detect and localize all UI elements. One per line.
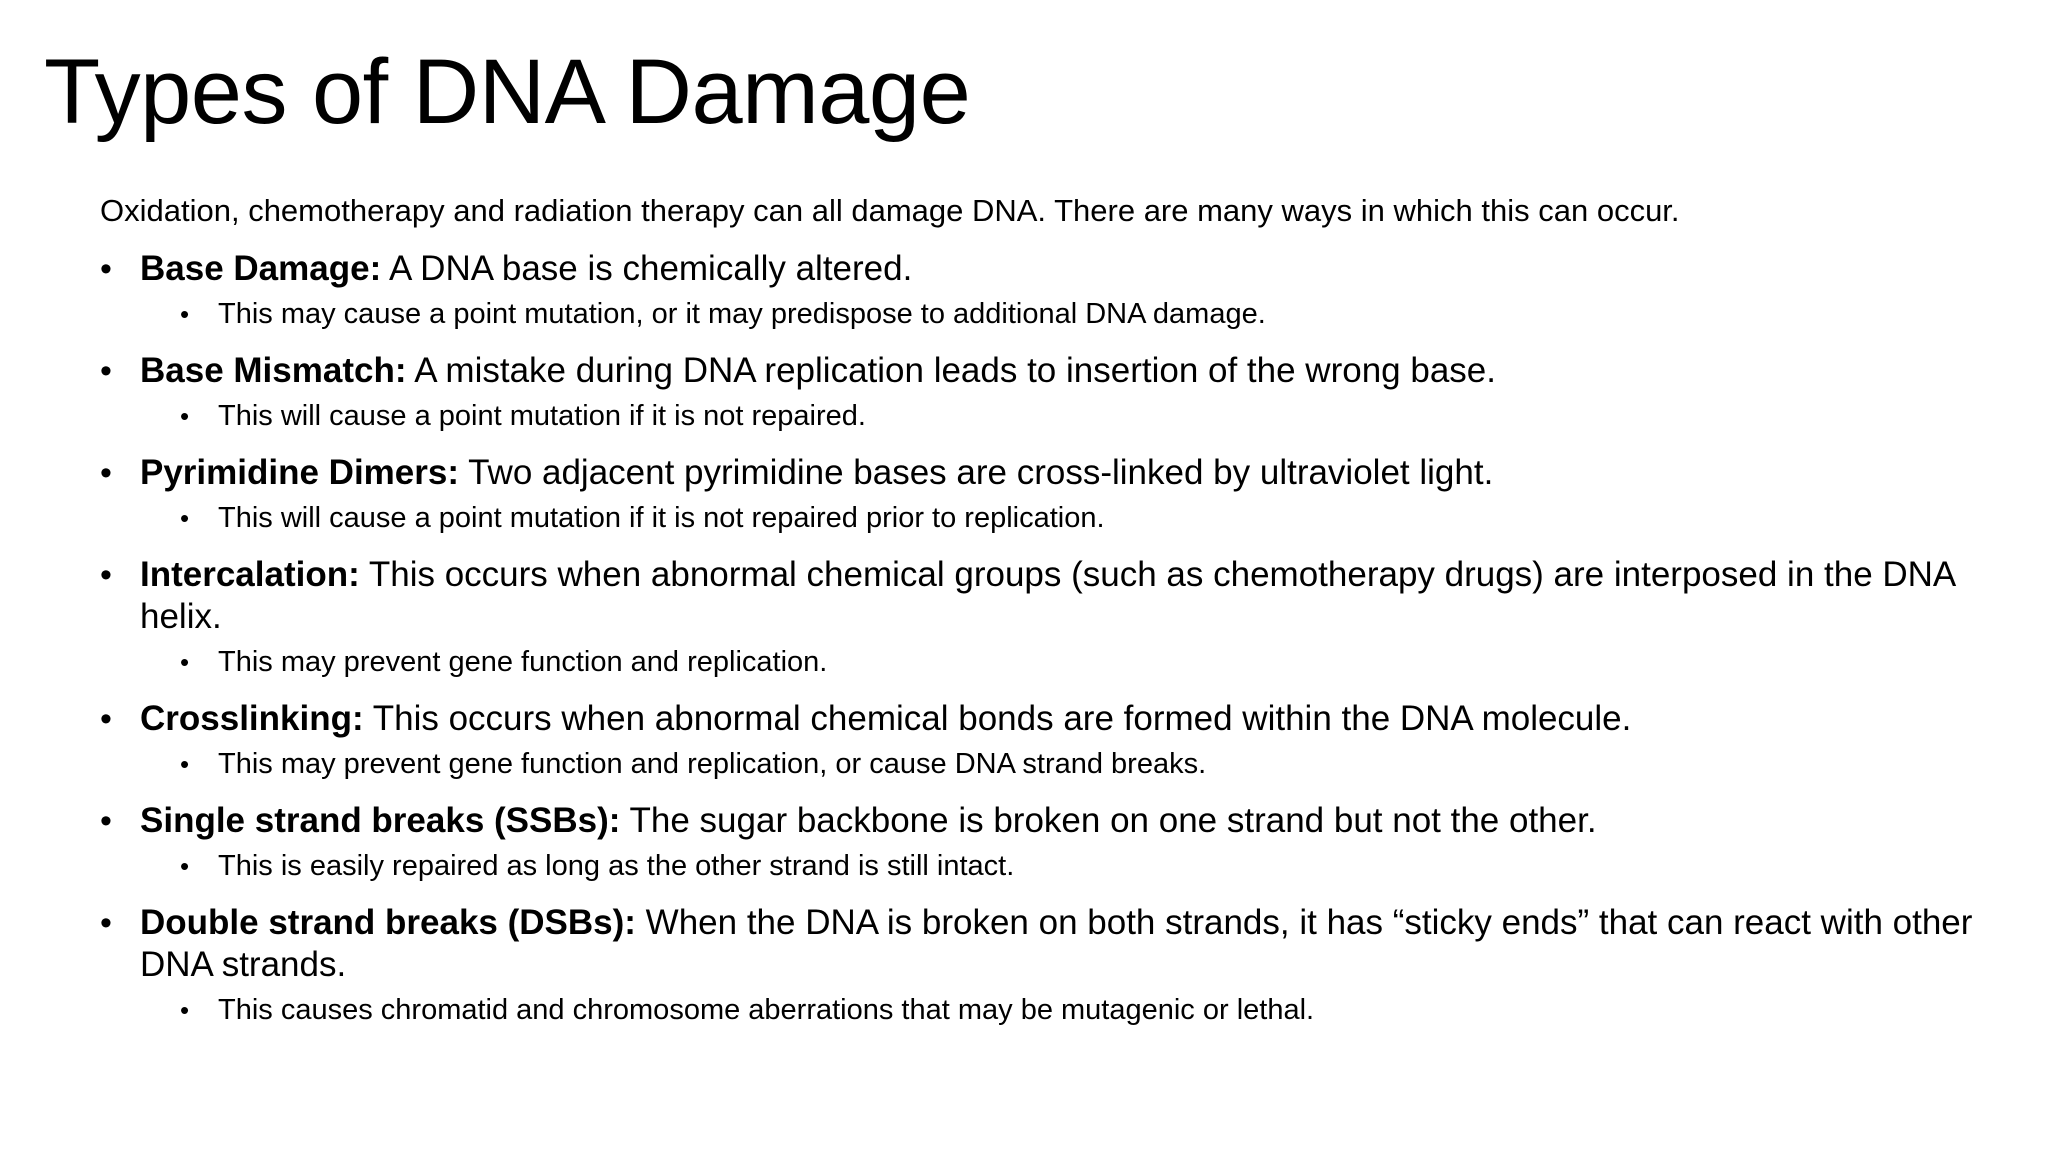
- bullet-icon: •: [100, 904, 112, 942]
- sub-bullet-icon: •: [180, 299, 190, 329]
- sub-bullet-icon: •: [180, 503, 190, 533]
- bullet-icon: •: [100, 700, 112, 738]
- sub-bullet-text: This is easily repaired as long as the other strand is still intact.: [218, 850, 1015, 882]
- intro-text: Oxidation, chemotherapy and radiation therapy can all damage DNA. There are many ways in which this can occur.: [100, 193, 1680, 228]
- bullet-description: This occurs when abnormal chemical bonds are formed within the DNA molecule.: [363, 699, 1632, 738]
- sub-bullet: [140, 992, 2000, 1028]
- sub-bullet: [140, 398, 2000, 434]
- sub-bullet-text: This will cause a point mutation if it is not repaired.: [218, 400, 866, 432]
- sub-bullet-icon: •: [180, 401, 190, 431]
- damage-types-list: [100, 248, 2000, 1046]
- bullet-term: Base Damage:: [140, 249, 382, 288]
- slide-title: Types of DNA Damage: [44, 41, 971, 143]
- sub-bullet-text: This will cause a point mutation if it is not repaired prior to replication.: [218, 502, 1105, 534]
- list-item-base-mismatch: [100, 350, 2000, 434]
- sub-bullet-text: This may cause a point mutation, or it may predispose to additional DNA damage.: [218, 298, 1266, 330]
- bullet-term: Double strand breaks (DSBs):: [140, 903, 636, 942]
- bullet-description: A mistake during DNA replication leads to insertion of the wrong base.: [406, 351, 1496, 390]
- bullet-text: [140, 902, 2000, 986]
- sub-bullet-icon: •: [180, 749, 190, 779]
- list-item-base-damage: [100, 248, 2000, 332]
- bullet-description: The sugar backbone is broken on one strand but not the other.: [620, 801, 1597, 840]
- bullet-text: [140, 350, 2000, 392]
- bullet-description: This occurs when abnormal chemical groups (such as chemotherapy drugs) are interposed in the DNA helix.: [140, 555, 1955, 636]
- bullet-term: Base Mismatch:: [140, 351, 407, 390]
- list-item-double-strand-breaks: [100, 902, 2000, 1028]
- bullet-text: [140, 248, 2000, 290]
- sub-bullet-text: This may prevent gene function and replication.: [218, 646, 828, 678]
- sub-bullet: [140, 296, 2000, 332]
- sub-bullet-icon: •: [180, 995, 190, 1025]
- sub-bullet-text: This causes chromatid and chromosome aberrations that may be mutagenic or lethal.: [218, 994, 1315, 1026]
- bullet-description: Two adjacent pyrimidine bases are cross-linked by ultraviolet light.: [459, 453, 1494, 492]
- bullet-text: [140, 698, 2000, 740]
- list-item-crosslinking: [100, 698, 2000, 782]
- sub-bullet-text: This may prevent gene function and replication, or cause DNA strand breaks.: [218, 748, 1207, 780]
- list-item-pyrimidine-dimers: [100, 452, 2000, 536]
- sub-bullet-icon: •: [180, 647, 190, 677]
- bullet-term: Intercalation:: [140, 555, 360, 594]
- bullet-description: When the DNA is broken on both strands, it has “sticky ends” that can react with other DNA strands.: [140, 903, 1973, 984]
- sub-bullet: [140, 848, 2000, 884]
- bullet-icon: •: [100, 556, 112, 594]
- bullet-icon: •: [100, 250, 112, 288]
- bullet-icon: •: [100, 454, 112, 492]
- sub-bullet: [140, 746, 2000, 782]
- bullet-text: [140, 452, 2000, 494]
- bullet-description: A DNA base is chemically altered.: [381, 249, 913, 288]
- bullet-icon: •: [100, 802, 112, 840]
- bullet-text: [140, 554, 2000, 638]
- sub-bullet: [140, 500, 2000, 536]
- sub-bullet-icon: •: [180, 851, 190, 881]
- bullet-term: Single strand breaks (SSBs):: [140, 801, 621, 840]
- bullet-text: [140, 800, 2000, 842]
- list-item-single-strand-breaks: [100, 800, 2000, 884]
- sub-bullet: [140, 644, 2000, 680]
- bullet-term: Pyrimidine Dimers:: [140, 453, 459, 492]
- list-item-intercalation: [100, 554, 2000, 680]
- bullet-icon: •: [100, 352, 112, 390]
- bullet-term: Crosslinking:: [140, 699, 364, 738]
